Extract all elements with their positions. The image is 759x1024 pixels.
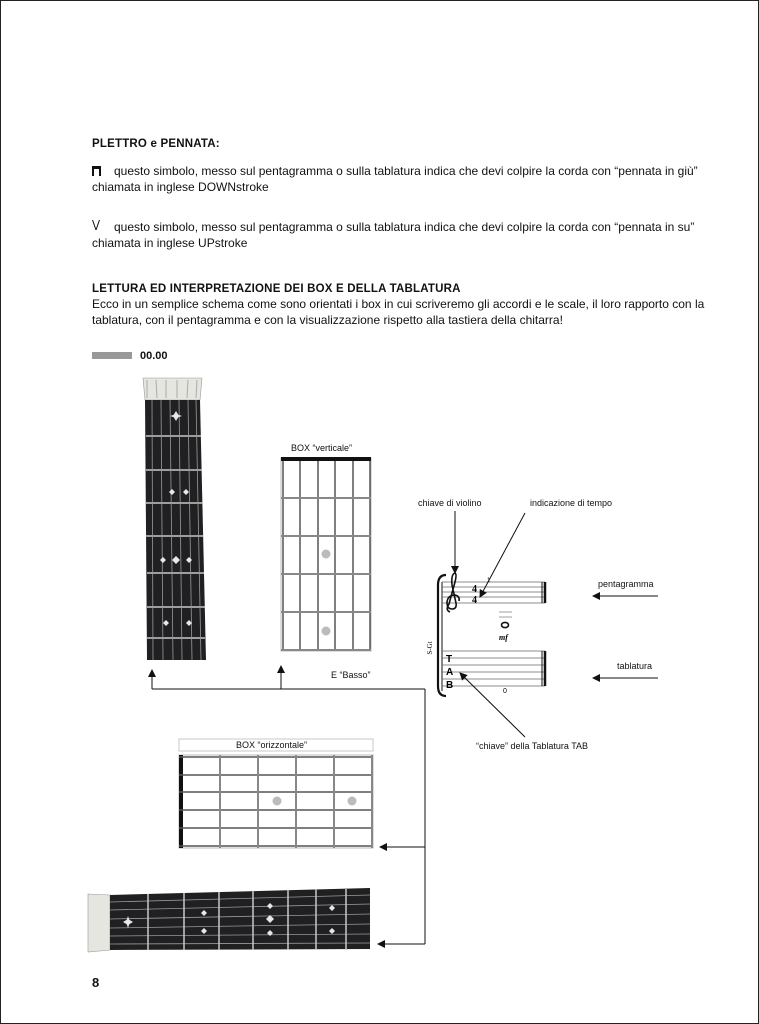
treble-clef-label: chiave di violino xyxy=(418,498,482,508)
time-signature-bottom: 4 xyxy=(472,595,477,606)
section-heading-pick: PLETTRO e PENNATA: xyxy=(92,138,220,150)
page-number: 8 xyxy=(92,975,100,990)
horizontal-fretboard xyxy=(88,888,370,952)
tab-label: tablatura xyxy=(617,661,653,671)
tab-fret-number: 0 xyxy=(503,688,507,695)
treble-clef-icon xyxy=(447,573,459,612)
box-vertical xyxy=(281,457,371,651)
finger-dot xyxy=(322,627,331,636)
dynamic-marking: mf xyxy=(499,633,508,642)
staff-label: pentagramma xyxy=(598,579,654,589)
notation-staff xyxy=(438,573,545,696)
track-time: 00.00 xyxy=(140,350,168,362)
tab-letter-t: T xyxy=(446,654,453,665)
tab-letter-a: A xyxy=(446,667,454,678)
box-horizontal xyxy=(179,739,373,848)
time-signature-label: indicazione di tempo xyxy=(530,498,613,508)
horizontal-headstock-nut xyxy=(88,894,110,952)
horizontal-fretboard-wood xyxy=(110,888,370,950)
measure-number: 1 xyxy=(487,578,491,584)
section-box-text-line1: Ecco in un semplice schema come sono orientati i box in cui scriveremo gli accordi e le scale, il loro rapporto con la xyxy=(92,297,705,311)
time-signature-top: 4 xyxy=(472,584,477,595)
vertical-fretboard xyxy=(143,378,206,660)
downstroke-text-line2: chiamata in inglese DOWNstroke xyxy=(92,180,269,194)
upstroke-text-line1: questo simbolo, messo sul pentagramma o sulla tablatura indica che devi colpire la corda con “pennata in su” xyxy=(114,220,695,234)
low-e-label: E “Basso” xyxy=(331,670,371,680)
section-box-text-line2: tablatura, con il pentagramma e con la visualizzazione rispetto alla tastiera della chitarra! xyxy=(92,313,563,327)
section-heading-box: LETTURA ED INTERPRETAZIONE DEI BOX E DELLA TABLATURA xyxy=(92,283,461,295)
box-horizontal-label: BOX “orizzontale” xyxy=(236,740,308,750)
annotation-arrows xyxy=(455,511,658,737)
finger-dot xyxy=(348,797,357,806)
instrument-label: S-Gt xyxy=(426,641,434,655)
box-vertical-label: BOX “verticale” xyxy=(291,443,353,453)
tab-key-label: “chiave” della Tablatura TAB xyxy=(476,741,589,751)
tab-letter-b: B xyxy=(446,680,454,691)
vertical-headstock-nut xyxy=(143,378,202,400)
downstroke-text-line1: questo simbolo, messo sul pentagramma o sulla tablatura indica che devi colpire la corda con “pennata in giù” xyxy=(114,164,698,178)
finger-dot xyxy=(322,550,331,559)
whole-note xyxy=(502,622,509,627)
upstroke-text-line2: chiamata in inglese UPstroke xyxy=(92,236,248,250)
finger-dot xyxy=(273,797,282,806)
